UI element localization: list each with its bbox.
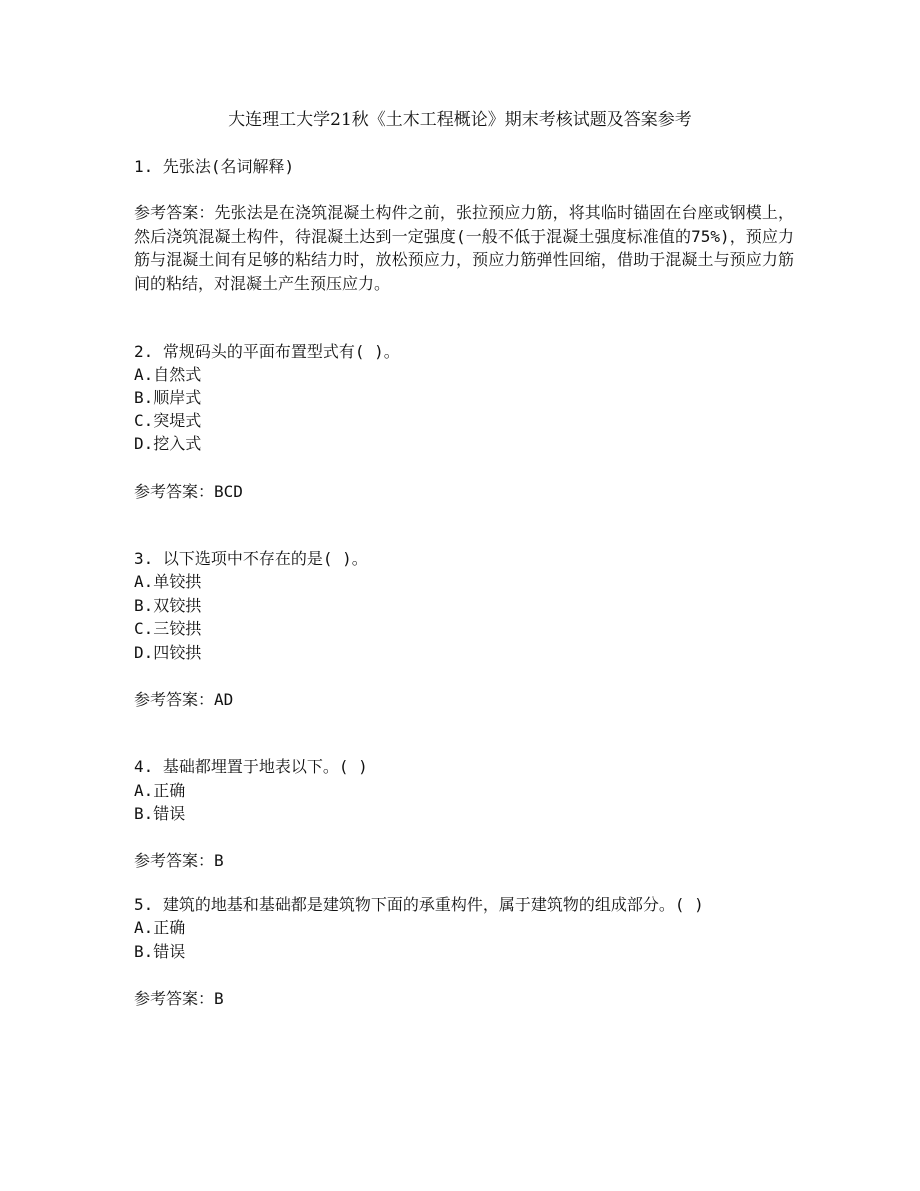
question-2-text: 2. 常规码头的平面布置型式有( )。 — [134, 342, 400, 361]
question-5-text: 5. 建筑的地基和基础都是建筑物下面的承重构件，属于建筑物的组成部分。( ) — [134, 895, 704, 914]
question-2-option-c: C.突堤式 — [134, 411, 202, 430]
question-3-option-a: A.单铰拱 — [134, 572, 202, 591]
question-5-answer: 参考答案：B — [134, 989, 224, 1008]
question-2-option-d: D.挖入式 — [134, 434, 202, 453]
question-2-answer: 参考答案：BCD — [134, 482, 243, 501]
question-3-option-b: B.双铰拱 — [134, 596, 202, 615]
question-5-option-b: B.错误 — [134, 942, 186, 961]
question-5-option-a: A.正确 — [134, 918, 186, 937]
question-4-option-b: B.错误 — [134, 804, 186, 823]
question-4-option-a: A.正确 — [134, 781, 186, 800]
question-4-text: 4. 基础都埋置于地表以下。( ) — [134, 757, 368, 776]
question-1-answer: 参考答案：先张法是在浇筑混凝土构件之前，张拉预应力筋，将其临时锚固在台座或钢模上，然后浇筑混凝土构件，待混凝土达到一定强度(一般不低于混凝土强度标准值的75%)，预应力筋与混凝土间有足够的粘结力时，放松预应力，预应力筋弹性回缩，借助于混凝土与预应力筋间的粘结，对混凝土产生预压应力。 — [134, 203, 794, 293]
question-3-text: 3. 以下选项中不存在的是( )。 — [134, 549, 368, 568]
question-3-option-c: C.三铰拱 — [134, 619, 202, 638]
question-2-option-b: B.顺岸式 — [134, 388, 202, 407]
question-3-answer: 参考答案：AD — [134, 690, 234, 709]
page-title: 大连理工大学21秋《土木工程概论》期末考核试题及答案参考 — [228, 110, 692, 130]
question-4-answer: 参考答案：B — [134, 851, 224, 870]
question-3-option-d: D.四铰拱 — [134, 643, 202, 662]
question-2-option-a: A.自然式 — [134, 365, 202, 384]
question-1-text: 1. 先张法(名词解释) — [134, 157, 295, 176]
